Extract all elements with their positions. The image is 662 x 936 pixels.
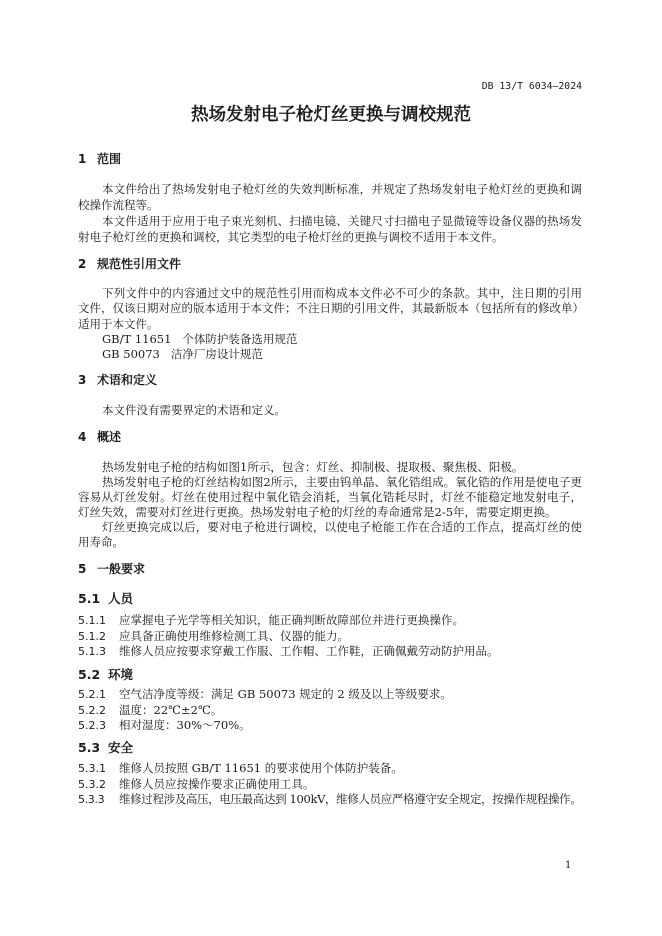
subsection-number: 5.2 bbox=[78, 667, 101, 682]
reference-title: 个体防护装备选用规范 bbox=[182, 331, 298, 346]
clause-number: 5.2.3 bbox=[78, 719, 106, 732]
section-title: 一般要求 bbox=[97, 562, 146, 576]
paragraph bbox=[78, 402, 582, 418]
clause-text: 应掌握电子光学等相关知识，能正确判断故障部位并进行更换操作。 bbox=[119, 613, 464, 627]
text-line: 容易从灯丝发射。灯丝在使用过程中氧化锆会消耗，当氧化锆耗尽时，灯丝不能稳定地发射电子， bbox=[78, 489, 582, 504]
clause-number: 5.1.3 bbox=[78, 645, 106, 658]
text-line: 本文件没有需要界定的术语和定义。 bbox=[102, 403, 286, 417]
clause-number: 5.3.1 bbox=[78, 762, 106, 775]
section-heading bbox=[78, 152, 121, 167]
subsection-heading bbox=[78, 667, 133, 683]
clause-text: 维修人员应按要求穿戴工作服、工作帽、工作鞋，正确佩戴劳动防护用品。 bbox=[119, 644, 499, 658]
clause-number: 5.3.3 bbox=[78, 793, 105, 806]
clause-number: 5.3.2 bbox=[78, 777, 106, 791]
subsection-title: 安全 bbox=[108, 740, 134, 755]
paragraph bbox=[78, 460, 582, 475]
section-number: 4 bbox=[78, 430, 87, 444]
reference-item bbox=[78, 332, 582, 347]
reference-code: GB 50073 bbox=[102, 347, 160, 361]
section-title: 术语和定义 bbox=[97, 373, 158, 387]
text-line: 射电子枪灯丝的更换和调校，其它类型的电子枪灯丝的更换与调校不适用于本文件。 bbox=[78, 230, 504, 244]
section-body bbox=[78, 460, 582, 550]
clause bbox=[78, 644, 582, 660]
section-body bbox=[78, 181, 582, 245]
clause-number: 5.1.1 bbox=[78, 614, 106, 627]
reference-item bbox=[78, 347, 582, 362]
section-number: 5 bbox=[78, 562, 87, 576]
text-line: 灯丝失效，需要对灯丝进行更换。热场发射电子枪的灯丝的寿命通常是2-5年，需要定期更换。 bbox=[78, 504, 557, 519]
clause bbox=[78, 613, 582, 629]
paragraph bbox=[78, 520, 582, 550]
section-heading bbox=[78, 430, 121, 445]
paragraph bbox=[78, 181, 582, 213]
reference-title: 洁净厂房设计规范 bbox=[170, 347, 263, 361]
subsection-heading bbox=[78, 740, 133, 756]
document-code: DB 13/T 6034—2024 bbox=[481, 81, 582, 92]
section-body bbox=[78, 402, 582, 418]
clause bbox=[78, 761, 582, 777]
text-line: 校操作流程等。 bbox=[78, 198, 159, 212]
clause-text: 空气洁净度等级：满足 GB 50073 规定的 2 级及以上等级要求。 bbox=[119, 687, 452, 701]
clause bbox=[78, 777, 582, 793]
text-line: 本文件给出了热场发射电子枪灯丝的失效判断标准，并规定了热场发射电子枪灯丝的更换和调 bbox=[102, 182, 582, 196]
text-line: 热场发射电子枪的结构如图1所示，包含：灯丝、抑制极、提取极、聚焦极、阳极。 bbox=[102, 459, 524, 474]
section-body bbox=[78, 286, 582, 362]
document-title: 热场发射电子枪灯丝更换与调校规范 bbox=[191, 105, 471, 125]
paragraph bbox=[78, 286, 582, 332]
clause-text: 相对湿度：30%～70%。 bbox=[119, 718, 251, 732]
section-title: 范围 bbox=[97, 152, 122, 166]
text-line: 用寿命。 bbox=[78, 534, 124, 549]
clause-text: 温度：22℃±2℃。 bbox=[119, 702, 223, 717]
text-line: 本文件适用于应用于电子束光刻机、扫描电镜、关键尺寸扫描电子显微镜等设备仪器的热场发 bbox=[102, 214, 582, 228]
clause bbox=[78, 703, 582, 719]
paragraph bbox=[78, 213, 582, 245]
clause bbox=[78, 718, 582, 734]
section-number: 1 bbox=[78, 152, 87, 166]
text-line: 下列文件中的内容通过文中的规范性引用而构成本文件必不可少的条款。其中，注日期的引用 bbox=[102, 286, 582, 300]
clause-text: 维修人员按照 GB/T 11651 的要求使用个体防护装备。 bbox=[119, 761, 403, 775]
clause-list bbox=[78, 687, 582, 734]
text-line: 文件，仅该日期对应的版本适用于本文件；不注日期的引用文件，其最新版本（包括所有的修改单） bbox=[78, 301, 584, 316]
clause-list bbox=[78, 761, 582, 808]
text-line: 适用于本文件。 bbox=[78, 316, 159, 331]
text-line: 热场发射电子枪的灯丝结构如图2所示，主要由钨单晶、氧化锆组成。氧化锆的作用是使电子更 bbox=[102, 474, 582, 489]
section-heading bbox=[78, 257, 181, 272]
section-title: 规范性引用文件 bbox=[97, 257, 182, 271]
clause bbox=[78, 629, 582, 645]
section-number: 2 bbox=[78, 257, 87, 271]
clause-number: 5.2.1 bbox=[78, 688, 106, 701]
section-heading bbox=[78, 373, 157, 388]
subsection-number: 5.3 bbox=[78, 740, 101, 755]
subsection-heading bbox=[78, 591, 133, 607]
section-heading bbox=[78, 562, 145, 577]
clause bbox=[78, 687, 582, 703]
clause-list bbox=[78, 613, 582, 660]
section-title: 概述 bbox=[97, 430, 122, 444]
clause-number: 5.2.2 bbox=[78, 703, 106, 717]
paragraph bbox=[78, 475, 582, 520]
clause-text: 应具备正确使用维修检测工具、仪器的能力。 bbox=[119, 628, 349, 643]
subsection-title: 人员 bbox=[108, 591, 134, 606]
clause bbox=[78, 792, 582, 808]
clause-number: 5.1.2 bbox=[78, 629, 106, 643]
clause-text: 维修人员应按操作要求正确使用工具。 bbox=[119, 776, 315, 791]
page-number: 1 bbox=[565, 860, 572, 871]
section-number: 3 bbox=[78, 373, 87, 387]
reference-code: GB/T 11651 bbox=[102, 331, 172, 346]
text-line: 灯丝更换完成以后，要对电子枪进行调校，以使电子枪能工作在合适的工作点，提高灯丝的使 bbox=[102, 519, 582, 534]
subsection-title: 环境 bbox=[108, 667, 134, 682]
subsection-number: 5.1 bbox=[78, 591, 101, 606]
clause-text: 维修过程涉及高压，电压最高达到 100kV，维修人员应严格遵守安全规定，按操作规程操作。 bbox=[119, 792, 582, 806]
